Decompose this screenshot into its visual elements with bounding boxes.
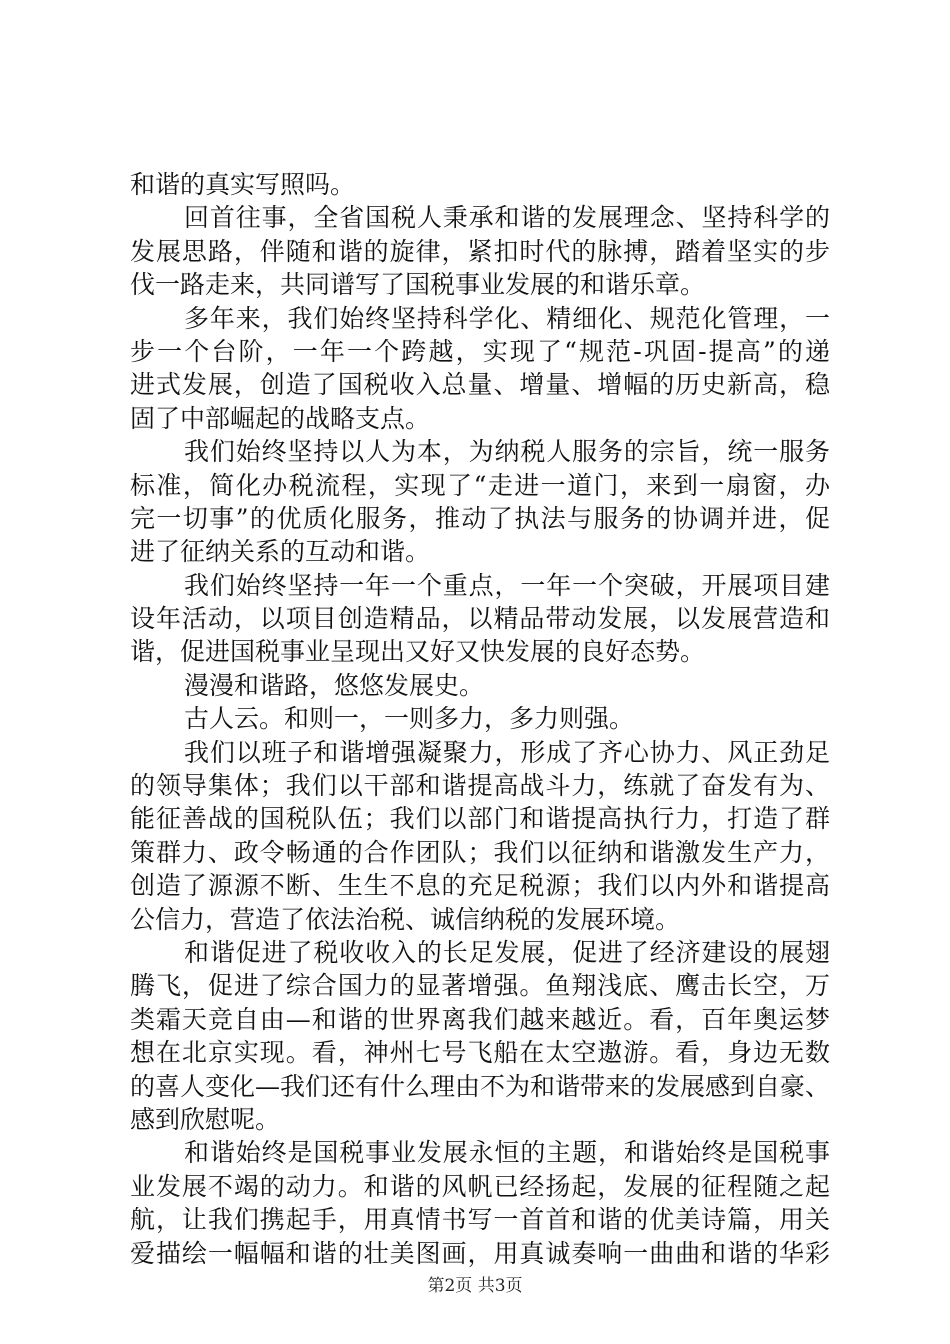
text-line: 完一切事”的优质化服务，推动了执法与服务的协调并进，促 — [130, 503, 830, 533]
paragraph — [130, 669, 830, 702]
text-line: 和谐始终是国税事业发展永恒的主题，和谐始终是国税事 — [184, 1138, 830, 1168]
text-line: 古人云。和则一，一则多力，多力则强。 — [184, 704, 635, 734]
text-line: 设年活动，以项目创造精品，以精品带动发展，以发展营造和 — [130, 604, 830, 634]
text-line: 回首往事，全省国税人秉承和谐的发展理念、坚持科学的 — [184, 203, 830, 233]
text-line: 能征善战的国税队伍；我们以部门和谐提高执行力，打造了群 — [130, 804, 830, 834]
document-body — [130, 168, 830, 1270]
text-line: 的领导集体；我们以干部和谐提高战斗力，练就了奋发有为、 — [130, 771, 830, 801]
text-line: 公信力，营造了依法治税、诚信纳税的发展环境。 — [130, 904, 681, 934]
paragraph — [130, 302, 830, 436]
paragraph — [130, 936, 830, 1136]
paragraph — [130, 435, 830, 569]
text-line: 爱描绘一幅幅和谐的壮美图画，用真诚奏响一曲曲和谐的华彩 — [130, 1238, 830, 1268]
text-line: 创造了源源不断、生生不息的充足税源；我们以内外和谐提高 — [130, 871, 830, 901]
text-line: 策群力、政令畅通的合作团队；我们以征纳和谐激发生产力， — [130, 837, 830, 867]
paragraph — [130, 702, 830, 735]
text-line: 类霜天竞自由—和谐的世界离我们越来越近。看，百年奥运梦 — [130, 1004, 830, 1034]
text-line: 漫漫和谐路，悠悠发展史。 — [184, 670, 485, 700]
text-line: 感到欣慰呢。 — [130, 1104, 281, 1134]
text-line: 进了征纳关系的互动和谐。 — [130, 537, 431, 567]
text-line: 腾飞，促进了综合国力的显著增强。鱼翔浅底、鹰击长空，万 — [130, 971, 830, 1001]
text-line: 航，让我们携起手，用真情书写一首首和谐的优美诗篇，用关 — [130, 1205, 830, 1235]
text-line: 我们始终坚持一年一个重点，一年一个突破，开展项目建 — [184, 570, 830, 600]
paragraph — [130, 168, 830, 201]
text-line: 步一个台阶，一年一个跨越，实现了“规范-巩固-提高”的递 — [130, 336, 830, 366]
text-line: 多年来，我们始终坚持科学化、精细化、规范化管理，一 — [184, 303, 830, 333]
page-footer: 第2页 共3页 — [427, 1276, 523, 1296]
text-line: 进式发展，创造了国税收入总量、增量、增幅的历史新高，稳 — [130, 370, 830, 400]
text-line: 谐，促进国税事业呈现出又好又快发展的良好态势。 — [130, 637, 706, 667]
text-line: 我们以班子和谐增强凝聚力，形成了齐心协力、风正劲足 — [184, 737, 830, 767]
paragraph — [130, 736, 830, 936]
text-line: 想在北京实现。看，神州七号飞船在太空遨游。看，身边无数 — [130, 1038, 830, 1068]
text-line: 标准，简化办税流程，实现了“走进一道门，来到一扇窗，办 — [130, 470, 830, 500]
text-line: 固了中部崛起的战略支点。 — [130, 403, 431, 433]
text-line: 的喜人变化—我们还有什么理由不为和谐带来的发展感到自豪、 — [130, 1071, 831, 1101]
text-line: 业发展不竭的动力。和谐的风帆已经扬起，发展的征程随之起 — [130, 1171, 830, 1201]
text-line: 和谐促进了税收收入的长足发展，促进了经济建设的展翅 — [184, 937, 830, 967]
text-line: 和谐的真实写照吗。 — [130, 170, 356, 199]
text-line: 发展思路，伴随和谐的旋律，紧扣时代的脉搏，踏着坚实的步 — [130, 236, 830, 266]
paragraph — [130, 569, 830, 669]
paragraph — [130, 1136, 830, 1270]
text-line: 伐一路走来，共同谱写了国税事业发展的和谐乐章。 — [130, 270, 706, 300]
text-line: 我们始终坚持以人为本，为纳税人服务的宗旨，统一服务 — [184, 437, 830, 467]
paragraph — [130, 201, 830, 301]
